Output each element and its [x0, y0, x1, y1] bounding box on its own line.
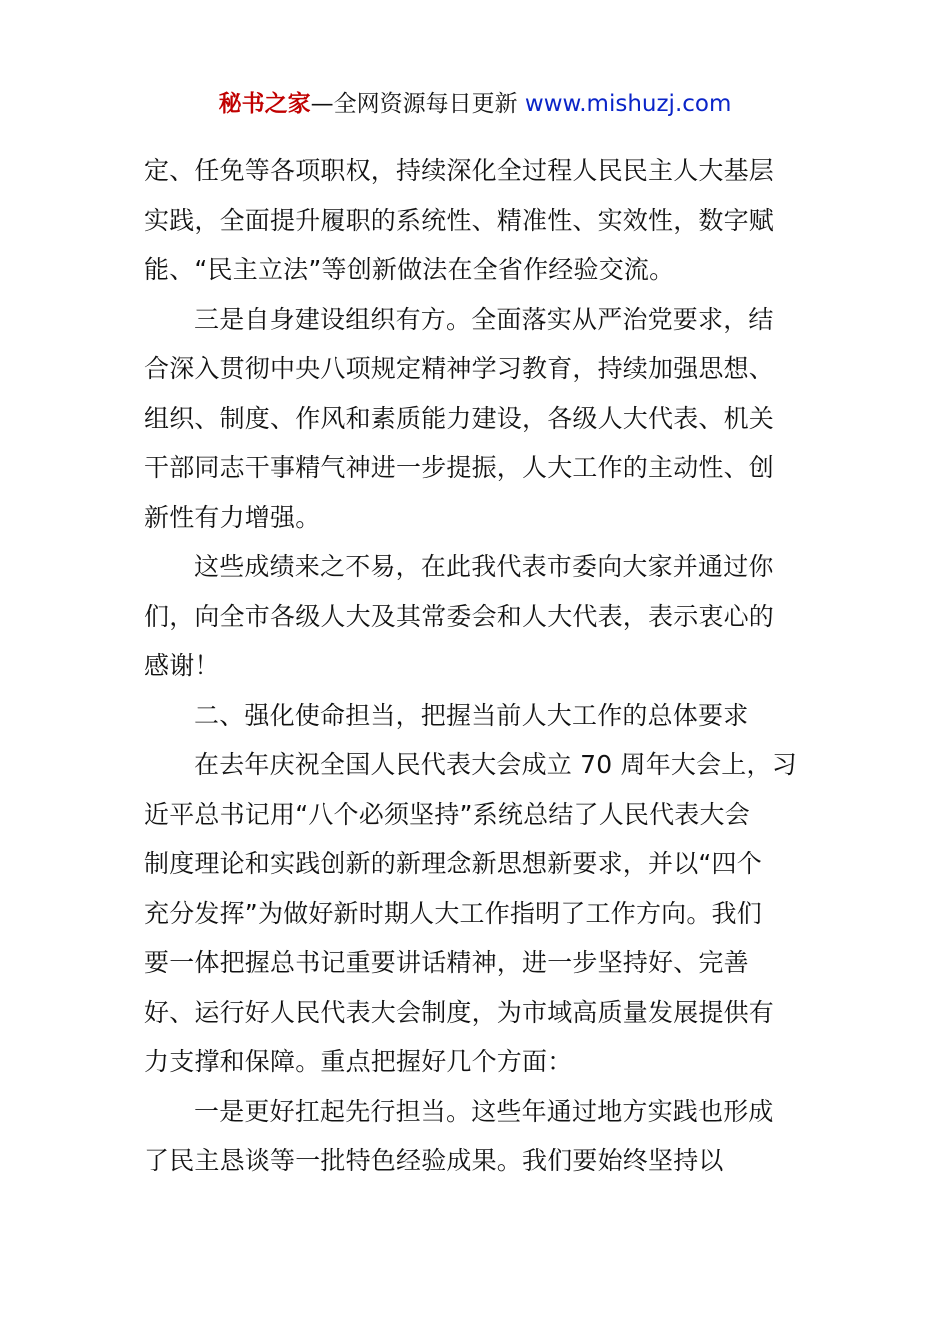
paragraph-start-line: 三是自身建设组织有方。全面落实从严治党要求，结 — [194, 304, 774, 334]
section-heading: 二、强化使命担当，把握当前人大工作的总体要求 — [194, 700, 749, 730]
body-line: 合深入贯彻中央八项规定精神学习教育，持续加强思想、 — [144, 354, 775, 383]
page-header — [0, 86, 950, 122]
header-tagline: 全网资源每日更新 — [333, 91, 525, 117]
paragraph-start-line: 在去年庆祝全国人民代表大会成立 70 周年大会上，习 — [194, 750, 797, 779]
body-line: 了民主恳谈等一批特色经验成果。我们要始终坚持以 — [144, 1146, 724, 1175]
body-line: 实践，全面提升履职的系统性、精准性、实效性，数字赋 — [144, 205, 775, 235]
body-line: 组织、制度、作风和素质能力建设，各级人大代表、机关 — [144, 403, 775, 433]
body-line: 能、“民主立法”等创新做法在全省作经验交流。 — [144, 255, 675, 284]
body-line: 新性有力增强。 — [144, 502, 321, 532]
body-line: 们，向全市各级人大及其常委会和人大代表，表示衷心的 — [144, 601, 775, 631]
paragraph-start-line: 这些成绩来之不易，在此我代表市委向大家并通过你 — [194, 552, 774, 581]
body-line: 感谢！ — [144, 651, 220, 680]
body-line: 定、任免等各项职权，持续深化全过程人民民主人大基层 — [144, 156, 775, 185]
body-line: 干部同志干事精气神进一步提振，人大工作的主动性、创 — [144, 453, 775, 482]
paragraph-start-line: 一是更好扛起先行担当。这些年通过地方实践也形成 — [194, 1096, 774, 1126]
site-brand: 秘书之家 — [218, 91, 311, 117]
document-body — [144, 146, 808, 1186]
site-url-link[interactable]: www.mishuzj.com — [524, 91, 732, 117]
body-line: 近平总书记用“八个必须坚持”系统总结了人民代表大会 — [144, 799, 750, 829]
body-line: 制度理论和实践创新的新理念新思想新要求，并以“四个 — [144, 849, 762, 878]
body-line: 要一体把握总书记重要讲话精神，进一步坚持好、完善 — [144, 948, 749, 977]
body-line: 力支撑和保障。重点把握好几个方面： — [144, 1047, 573, 1076]
body-line: 好、运行好人民代表大会制度，为市域高质量发展提供有 — [144, 997, 775, 1027]
header-dash: — — [310, 91, 334, 117]
body-line: 充分发挥”为做好新时期人大工作指明了工作方向。我们 — [144, 898, 762, 928]
